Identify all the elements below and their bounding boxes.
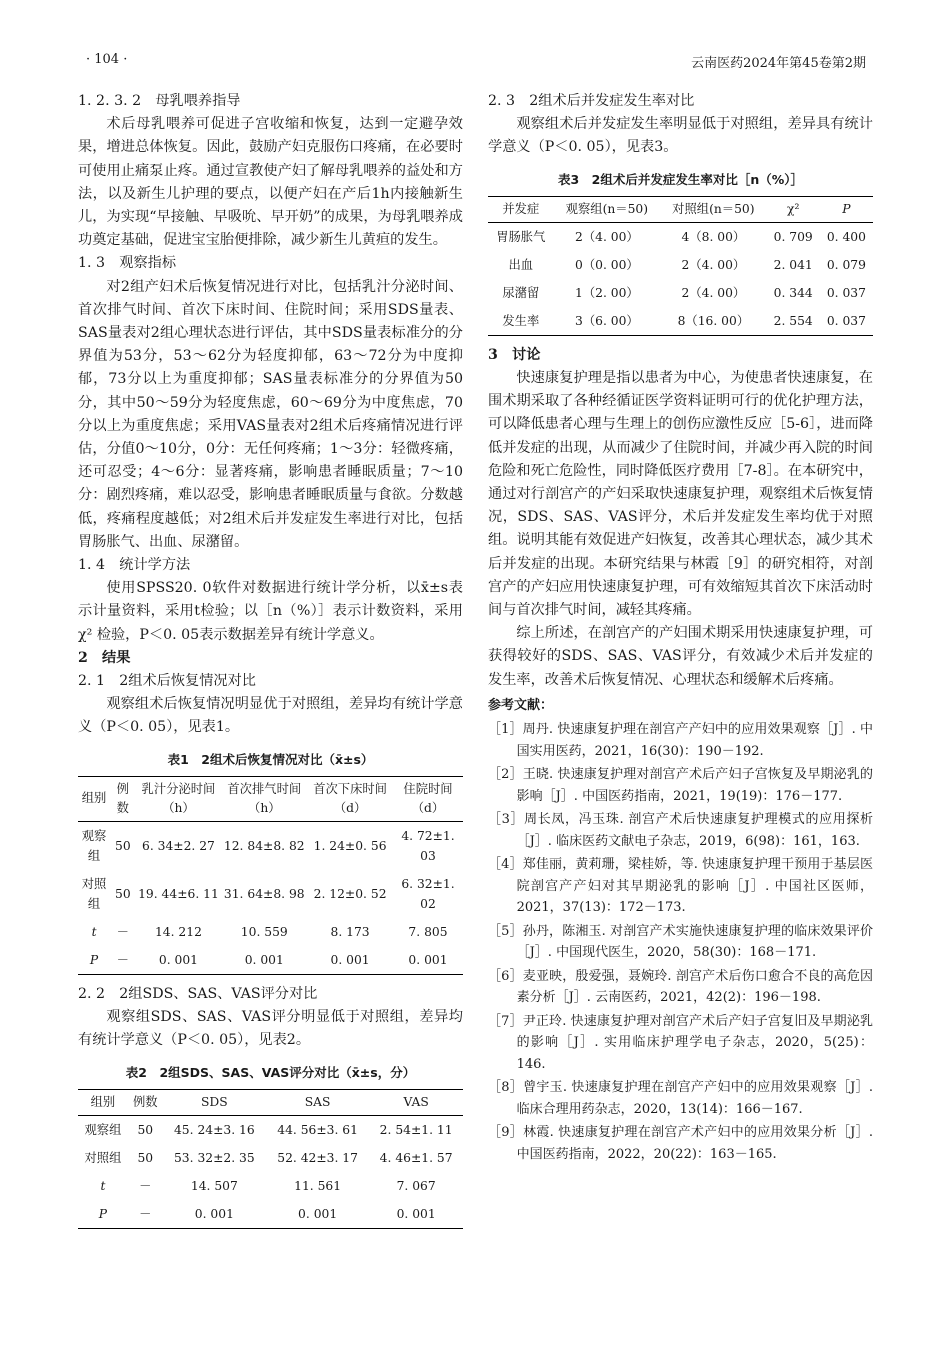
table-cell: 14. 212: [154, 924, 202, 939]
table-cell: 50: [137, 1122, 154, 1137]
reference-item: ［4］郑佳丽，黄莉珊，梁桂娇，等. 快速康复护理干预用于基层医院剖宫产产妇对其早期泌乳的影响［J］. 中国社区医师，2021，37(13)：172－173.: [488, 857, 873, 916]
table-cell: 0. 079: [826, 257, 866, 272]
table-1: [78, 776, 463, 975]
section-14-heading: 1. 4 统计学方法: [78, 557, 191, 574]
table-2-header: VAS: [403, 1094, 429, 1109]
table-row: [78, 870, 463, 918]
table-cell: P: [98, 1206, 108, 1221]
table-cell: 50: [115, 838, 131, 853]
table-2-header: SAS: [304, 1094, 331, 1109]
reference-item: ［6］麦亚映，殷爱强，聂婉玲. 剖宫产术后伤口愈合不良的高危因素分析［J］. 云南医药，2021，42(2)：196－198.: [488, 968, 873, 1006]
table-cell: 11. 561: [294, 1178, 342, 1193]
table-cell: 3（6. 00）: [575, 313, 639, 328]
table-3-header: 对照组(n＝50): [672, 201, 755, 216]
table-cell: 1（2. 00）: [575, 285, 639, 300]
references-heading: 参考文献：: [488, 697, 554, 713]
table-1-header: 住院时间（d）: [403, 781, 453, 815]
table-cell: 44. 56±3. 61: [277, 1122, 358, 1137]
section-13-heading: 1. 3 观察指标: [78, 255, 177, 272]
table-cell: 观察组: [81, 828, 107, 863]
table-cell: 0. 344: [773, 285, 813, 300]
table-cell: －: [116, 924, 129, 939]
table-cell: 7. 067: [396, 1178, 436, 1193]
table-cell: 6. 32±1. 02: [401, 876, 455, 911]
table-cell: 0. 037: [826, 313, 866, 328]
section-1232-heading: 1. 2. 3. 2 母乳喂养指导: [78, 93, 241, 109]
table-row: [488, 251, 873, 279]
table-cell: 2（4. 00）: [575, 229, 639, 244]
table-3-caption: 表3 2组术后并发症发生率对比［n（%）］: [557, 171, 804, 187]
table-cell: 31. 64±8. 98: [223, 886, 305, 901]
table-row: [488, 279, 873, 307]
table-cell: 10. 559: [240, 924, 288, 939]
table-cell: 0. 001: [330, 952, 370, 967]
section-21-heading: 2. 1 2组术后恢复情况对比: [78, 673, 256, 690]
table-cell: 0. 001: [244, 952, 284, 967]
table-cell: t: [91, 924, 97, 939]
table-1-header: 组别: [81, 791, 107, 806]
table-cell: 12. 84±8. 82: [223, 838, 305, 853]
section-21-paragraph: 观察组术后恢复情况明显优于对照组，差异均有统计学意义（P＜0. 05），见表1。: [78, 696, 463, 736]
table-row: [78, 1115, 463, 1144]
table-cell: 发生率: [502, 313, 540, 328]
reference-item: ［9］林霞. 快速康复护理在剖宫产术产妇中的应用效果分析［J］. 中国医药指南，2022，20(22)：163－165.: [488, 1125, 873, 1162]
table-3-header: χ²: [787, 201, 800, 216]
table-3: [488, 196, 873, 336]
table-cell: 53. 32±2. 35: [173, 1150, 255, 1165]
table-cell: 2（4. 00）: [681, 257, 746, 272]
table-row: [78, 918, 463, 946]
table-1-caption: 表1 2组术后恢复情况对比（x̄±s）: [167, 751, 374, 767]
table-1-header: 首次排气时间（h）: [227, 781, 302, 815]
discussion-paragraph-1: 快速康复护理是指以患者为中心，为使患者快速康复，在围术期采取了各种经循证医学资料证明可行的优化护理方法，可以降低患者心理与生理上的创伤应激性反应［5-6］，进而降低并发症的出现，从而减少了住院时间，并减少再入院的时间危险和死亡危险性，同时降低医疗费用［7-8］。在本研究中，通过对行剖宫产的产妇采取快速康复护理，观察组术后恢复情况，SDS、SAS、VAS评分，术后并发症发生率均优于对照组。说明其能有效促进产妇恢复，改善其心理状态，减少其术后并发症的出现。本研究结果与林霞［9］的研究相符，对剖宫产的产妇应用快速康复护理，可有效缩短其首次下床活动时间与首次排气时间，减轻其疼痛。: [488, 370, 873, 619]
reference-item: ［5］孙丹，陈湘玉. 对剖宫产术实施快速康复护理的临床效果评价［J］. 中国现代医生，2020，58(30)：168－171.: [488, 923, 873, 961]
section-23-paragraph: 观察组术后并发症发生率明显低于对照组，差异具有统计学意义（P＜0. 05），见表3。: [488, 116, 873, 156]
table-cell: 尿潴留: [502, 285, 540, 300]
table-row: [488, 222, 873, 251]
table-cell: 4. 72±1. 03: [401, 828, 455, 863]
section-23-heading: 2. 3 2组术后并发症发生率对比: [488, 93, 695, 109]
table-cell: 对照组: [81, 876, 107, 911]
table-3-header: 并发症: [502, 201, 540, 216]
table-cell: 7. 805: [408, 924, 448, 939]
table-1-header: 例数: [116, 781, 129, 815]
section-22-paragraph: 观察组SDS、SAS、VAS评分明显低于对照组，差异均有统计学意义（P＜0. 05），见表2。: [78, 1009, 463, 1049]
table-cell: 19. 44±6. 11: [138, 886, 219, 901]
section-2-heading: 2 结果: [78, 649, 131, 666]
table-cell: 0. 037: [826, 285, 866, 300]
table-row: [78, 1200, 463, 1229]
table-cell: 50: [115, 886, 131, 901]
table-cell: －: [139, 1178, 152, 1193]
table-cell: 2. 54±1. 11: [379, 1122, 453, 1137]
reference-item: ［1］周丹. 快速康复护理在剖宫产产妇中的应用效果观察［J］. 中国实用医药，2021，16(30)：190－192.: [488, 722, 873, 759]
table-cell: 观察组: [84, 1122, 122, 1137]
table-cell: 胃肠胀气: [496, 229, 546, 244]
table-row: [78, 946, 463, 975]
table-cell: 出血: [508, 257, 534, 272]
section-13-paragraph: 对2组产妇术后恢复情况进行对比，包括乳汁分泌时间、首次排气时间、首次下床时间、住院时间；采用SDS量表、SAS量表对2组心理状态进行评估，其中SDS量表标准分的分界值为53分，53～62分为轻度抑郁，63～72分为中度抑郁，73分以上为重度抑郁；SAS量表标准分的分界值为50分，其中50～59分为轻度焦虑，60～69分为中度焦虑，70分以上为重度焦虑；采用VAS量表对2组术后疼痛情况进行评估，分值0～10分，0分：无任何疼痛；1～3分：轻微疼痛，还可忍受；4～6分：显著疼痛，影响患者睡眠质量；7～10分：剧烈疼痛，难以忍受，影响患者睡眠质量与食欲。分数越低，疼痛程度越低；对2组术后并发症发生率进行对比，包括胃肠胀气、出血、尿潴留。: [78, 278, 463, 550]
table-cell: 2. 041: [773, 257, 813, 272]
table-cell: 对照组: [84, 1150, 122, 1165]
section-1232-paragraph: 术后母乳喂养可促进子宫收缩和恢复，达到一定避孕效果，增进总体恢复。因此，鼓励产妇克服伤口疼痛，在必要时可使用止痛泵止疼。通过宣教使产妇了解母乳喂养的益处和方法，以及新生儿护理的要点，以便产妇在产后1h内接触新生儿，为实现“早接触、早吸吮、早开奶”的成果，为母乳喂养成功奠定基础，促进宝宝胎便排除，减少新生儿黄疸的发生。: [78, 116, 463, 249]
table-cell: 2. 12±0. 52: [313, 886, 387, 901]
table-cell: 45. 24±3. 16: [173, 1122, 255, 1137]
table-row: [78, 1144, 463, 1172]
table-cell: 8（16. 00）: [677, 313, 750, 328]
table-row: [78, 1172, 463, 1200]
table-cell: 6. 34±2. 27: [142, 838, 215, 853]
table-cell: 0. 400: [826, 229, 866, 244]
section-22-heading: 2. 2 2组SDS、SAS、VAS评分对比: [78, 985, 318, 1002]
section-14-paragraph: 使用SPSS20. 0软件对数据进行统计学分析，以x̄±s表示计量资料，采用t检验；以［n（%）］表示计数资料，采用χ² 检验，P＜0. 05表示数据差异有统计学意义。: [78, 580, 463, 643]
table-cell: 0. 001: [396, 1206, 436, 1221]
table-cell: t: [100, 1178, 106, 1193]
table-row: [78, 821, 463, 870]
table-cell: 14. 507: [190, 1178, 238, 1193]
discussion-paragraph-2: 综上所述，在剖宫产的产妇围术期采用快速康复护理，可获得较好的SDS、SAS、VAS评分，有效减少术后并发症的发生率，改善术后恢复情况、心理状态和缓解术后疼痛。: [488, 625, 873, 688]
table-cell: 4（8. 00）: [681, 229, 746, 244]
table-cell: 1. 24±0. 56: [313, 838, 387, 853]
table-1-header: 乳汁分泌时间（h）: [141, 781, 216, 815]
table-cell: －: [116, 952, 129, 967]
table-1-header: 首次下床时间（d）: [313, 781, 387, 815]
table-2-caption: 表2 2组SDS、SAS、VAS评分对比（x̄±s，分）: [125, 1064, 416, 1080]
reference-item: ［8］曾宇玉. 快速康复护理在剖宫产产妇中的应用效果观察［J］. 临床合理用药杂志，2020，13(14)：166－167.: [488, 1080, 873, 1117]
table-cell: 4. 46±1. 57: [379, 1150, 453, 1165]
table-cell: 0. 001: [408, 952, 448, 967]
table-cell: 0（0. 00）: [575, 257, 639, 272]
table-2-header: SDS: [200, 1094, 228, 1109]
section-3-heading: 3 讨论: [488, 346, 541, 363]
table-3-header: 观察组(n＝50): [565, 201, 649, 216]
table-cell: 8. 173: [330, 924, 370, 939]
table-cell: －: [139, 1206, 152, 1221]
reference-item: ［7］尹正玲. 快速康复护理对剖宫产术后产妇子宫复旧及早期泌乳的影响［J］. 实用临床护理学电子杂志，2020，5(25)：146.: [488, 1013, 873, 1072]
table-cell: 52. 42±3. 17: [277, 1150, 358, 1165]
right-column: [488, 90, 873, 1167]
table-3-header: P: [842, 201, 851, 216]
reference-item: ［2］王晓. 快速康复护理对剖宫产术后产妇子宫恢复及早期泌乳的影响［J］. 中国医药指南，2021，19(19)：176－177.: [488, 767, 873, 804]
table-cell: 0. 001: [194, 1206, 234, 1221]
table-cell: 2. 554: [773, 313, 813, 328]
reference-item: ［3］周长凤，冯玉珠. 剖宫产术后快速康复护理模式的应用探析［J］. 临床医药文献电子杂志，2019，6(98)：161，163.: [488, 812, 873, 849]
table-2: [78, 1089, 463, 1229]
table-2-header: 例数: [132, 1094, 158, 1109]
table-cell: 2（4. 00）: [681, 285, 746, 300]
journal-running-head: 云南医药2024年第45卷第2期: [691, 56, 866, 71]
table-cell: 50: [137, 1150, 154, 1165]
table-cell: 0. 709: [773, 229, 813, 244]
table-cell: 0. 001: [158, 952, 198, 967]
table-2-header: 组别: [90, 1094, 116, 1109]
table-cell: 0. 001: [298, 1206, 338, 1221]
left-column: [78, 90, 463, 1237]
page-number: · 104 ·: [86, 52, 128, 67]
table-cell: P: [89, 952, 99, 967]
table-row: [488, 307, 873, 336]
